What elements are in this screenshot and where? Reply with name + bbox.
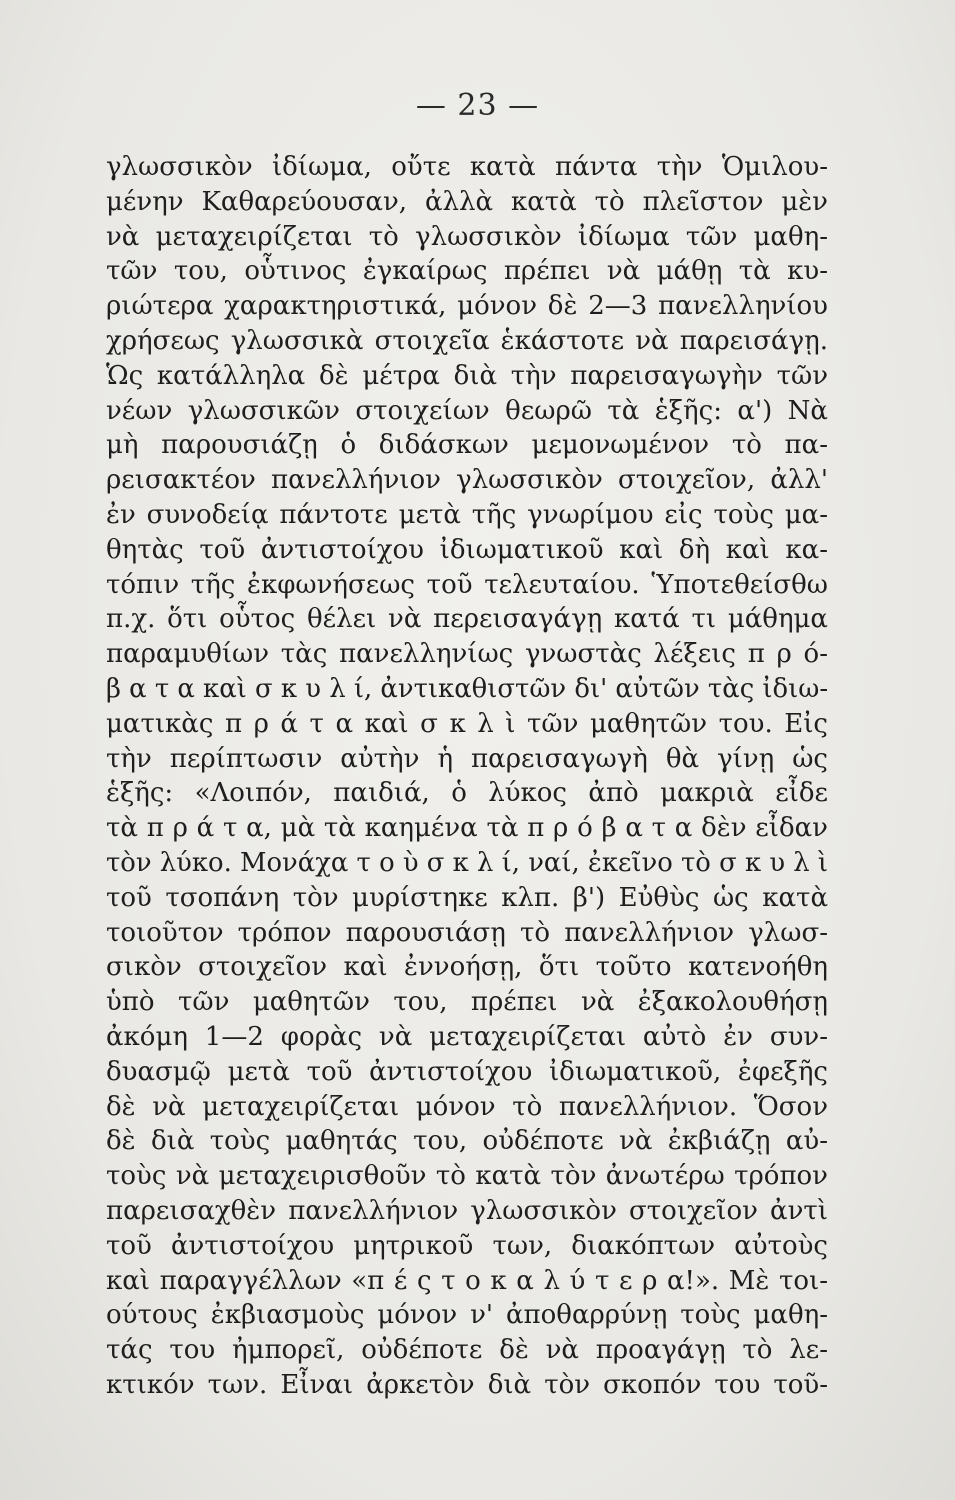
text-line: μένην Καθαρεύουσαν, ἀλλὰ κατὰ τὸ πλεῖστον μὲν xyxy=(106,186,828,217)
text-line: ρεισακτέον πανελλήνιον γλωσσικὸν στοιχεῖον, ἀλλ' xyxy=(106,465,828,496)
text-line: τοιοῦτον τρόπον παρουσιάσῃ τὸ πανελλήνιον γλωσ- xyxy=(106,917,828,948)
text-line: ἐν συνοδείᾳ πάντοτε μετὰ τῆς γνωρίμου εἰς τοὺς μα- xyxy=(106,499,828,530)
text-line: μὴ παρουσιάζῃ ὁ διδάσκων μεμονωμένον τὸ πα- xyxy=(106,430,828,461)
text-line: νέων γλωσσικῶν στοιχείων θεωρῶ τὰ ἑξῆς: α') Νὰ xyxy=(106,395,828,426)
text-line: τοὺς νὰ μεταχειρισθοῦν τὸ κατὰ τὸν ἀνωτέρω τρόπον xyxy=(106,1161,828,1192)
text-line: τὸν λύκο. Μονάχα τ ο ὺ σ κ λ ί, ναί, ἐκεῖνο τὸ σ κ υ λ ὶ xyxy=(106,847,828,878)
text-line: τὰ π ρ ά τ α, μὰ τὰ καημένα τὰ π ρ ό β α τ α δὲν εἶδαν xyxy=(106,813,828,844)
text-line: ὑπὸ τῶν μαθητῶν του, πρέπει νὰ ἐξακολουθήσῃ xyxy=(106,987,828,1018)
text-line: τῶν του, οὗτινος ἐγκαίρως πρέπει νὰ μάθῃ τὰ κυ- xyxy=(106,256,828,287)
text-line: ἑξῆς: «Λοιπόν, παιδιά, ὁ λύκος ἀπὸ μακριὰ εἶδε xyxy=(106,778,828,809)
text-line: τὴν περίπτωσιν αὐτὴν ἡ παρεισαγωγὴ θὰ γίνῃ ὡς xyxy=(106,743,828,774)
text-line: Ὡς κατάλληλα δὲ μέτρα διὰ τὴν παρεισαγωγὴν τῶν xyxy=(106,360,828,391)
text-line: τάς του ἠμπορεῖ, οὐδέποτε δὲ νὰ προαγάγῃ τὸ λε- xyxy=(106,1335,828,1366)
text-line: τόπιν τῆς ἐκφωνήσεως τοῦ τελευταίου. Ὑποτεθείσθω xyxy=(106,569,828,600)
text-line: ριώτερα χαρακτηριστικά, μόνον δὲ 2—3 πανελληνίου xyxy=(106,291,828,322)
text-line: τοῦ τσοπάνη τὸν μυρίστηκε κλπ. β') Εὐθὺς ὡς κατὰ xyxy=(106,882,828,913)
text-line: παρεισαχθὲν πανελλήνιον γλωσσικὸν στοιχεῖον ἀντὶ xyxy=(106,1195,828,1226)
text-line: γλωσσικὸν ἰδίωμα, οὔτε κατὰ πάντα τὴν Ὁμιλου- xyxy=(106,152,828,182)
text-line: ματικὰς π ρ ά τ α καὶ σ κ λ ὶ τῶν μαθητῶν του. Εἰς xyxy=(106,708,828,739)
text-line: κτικόν των. Εἶναι ἀρκετὸν διὰ τὸν σκοπόν του τοῦ- xyxy=(106,1369,828,1400)
text-line: β α τ α καὶ σ κ υ λ ί, ἀντικαθιστῶν δι' αὐτῶν τὰς ἰδιω- xyxy=(106,673,829,704)
text-line: χρήσεως γλωσσικὰ στοιχεῖα ἑκάστοτε νὰ παρεισάγῃ. xyxy=(106,325,828,356)
text-line: σικὸν στοιχεῖον καὶ ἐννοήσῃ, ὅτι τοῦτο κατενοήθη xyxy=(106,952,828,983)
page-number: — 23 — xyxy=(415,88,540,123)
text-line: ούτους ἐκβιασμοὺς μόνον ν' ἀποθαρρύνῃ τοὺς μαθη- xyxy=(106,1300,828,1331)
text-line: νὰ μεταχειρίζεται τὸ γλωσσικὸν ἰδίωμα τῶν μαθη- xyxy=(106,221,828,252)
text-line: δυασμῷ μετὰ τοῦ ἀντιστοίχου ἰδιωματικοῦ, ἐφεξῆς xyxy=(106,1056,828,1087)
body-text xyxy=(106,150,828,1403)
text-line: παραμυθίων τὰς πανελληνίως γνωστὰς λέξεις π ρ ό- xyxy=(106,639,828,670)
text-line: καὶ παραγγέλλων «π έ ς τ ο κ α λ ύ τ ε ρ α!». Μὲ τοι- xyxy=(106,1265,828,1296)
text-line: τοῦ ἀντιστοίχου μητρικοῦ των, διακόπτων αὐτοὺς xyxy=(106,1230,828,1261)
text-line: θητὰς τοῦ ἀντιστοίχου ἰδιωματικοῦ καὶ δὴ καὶ κα- xyxy=(106,534,828,565)
text-line: ἀκόμη 1—2 φορὰς νὰ μεταχειρίζεται αὐτὸ ἐν συν- xyxy=(106,1021,828,1052)
text-line: δὲ νὰ μεταχειρίζεται μόνον τὸ πανελλήνιον. Ὅσον xyxy=(106,1091,828,1122)
text-line: π.χ. ὅτι οὗτος θέλει νὰ περεισαγάγῃ κατά τι μάθημα xyxy=(106,604,828,635)
text-line: δὲ διὰ τοὺς μαθητάς του, οὐδέποτε νὰ ἐκβιάζῃ αὐ- xyxy=(106,1126,828,1157)
